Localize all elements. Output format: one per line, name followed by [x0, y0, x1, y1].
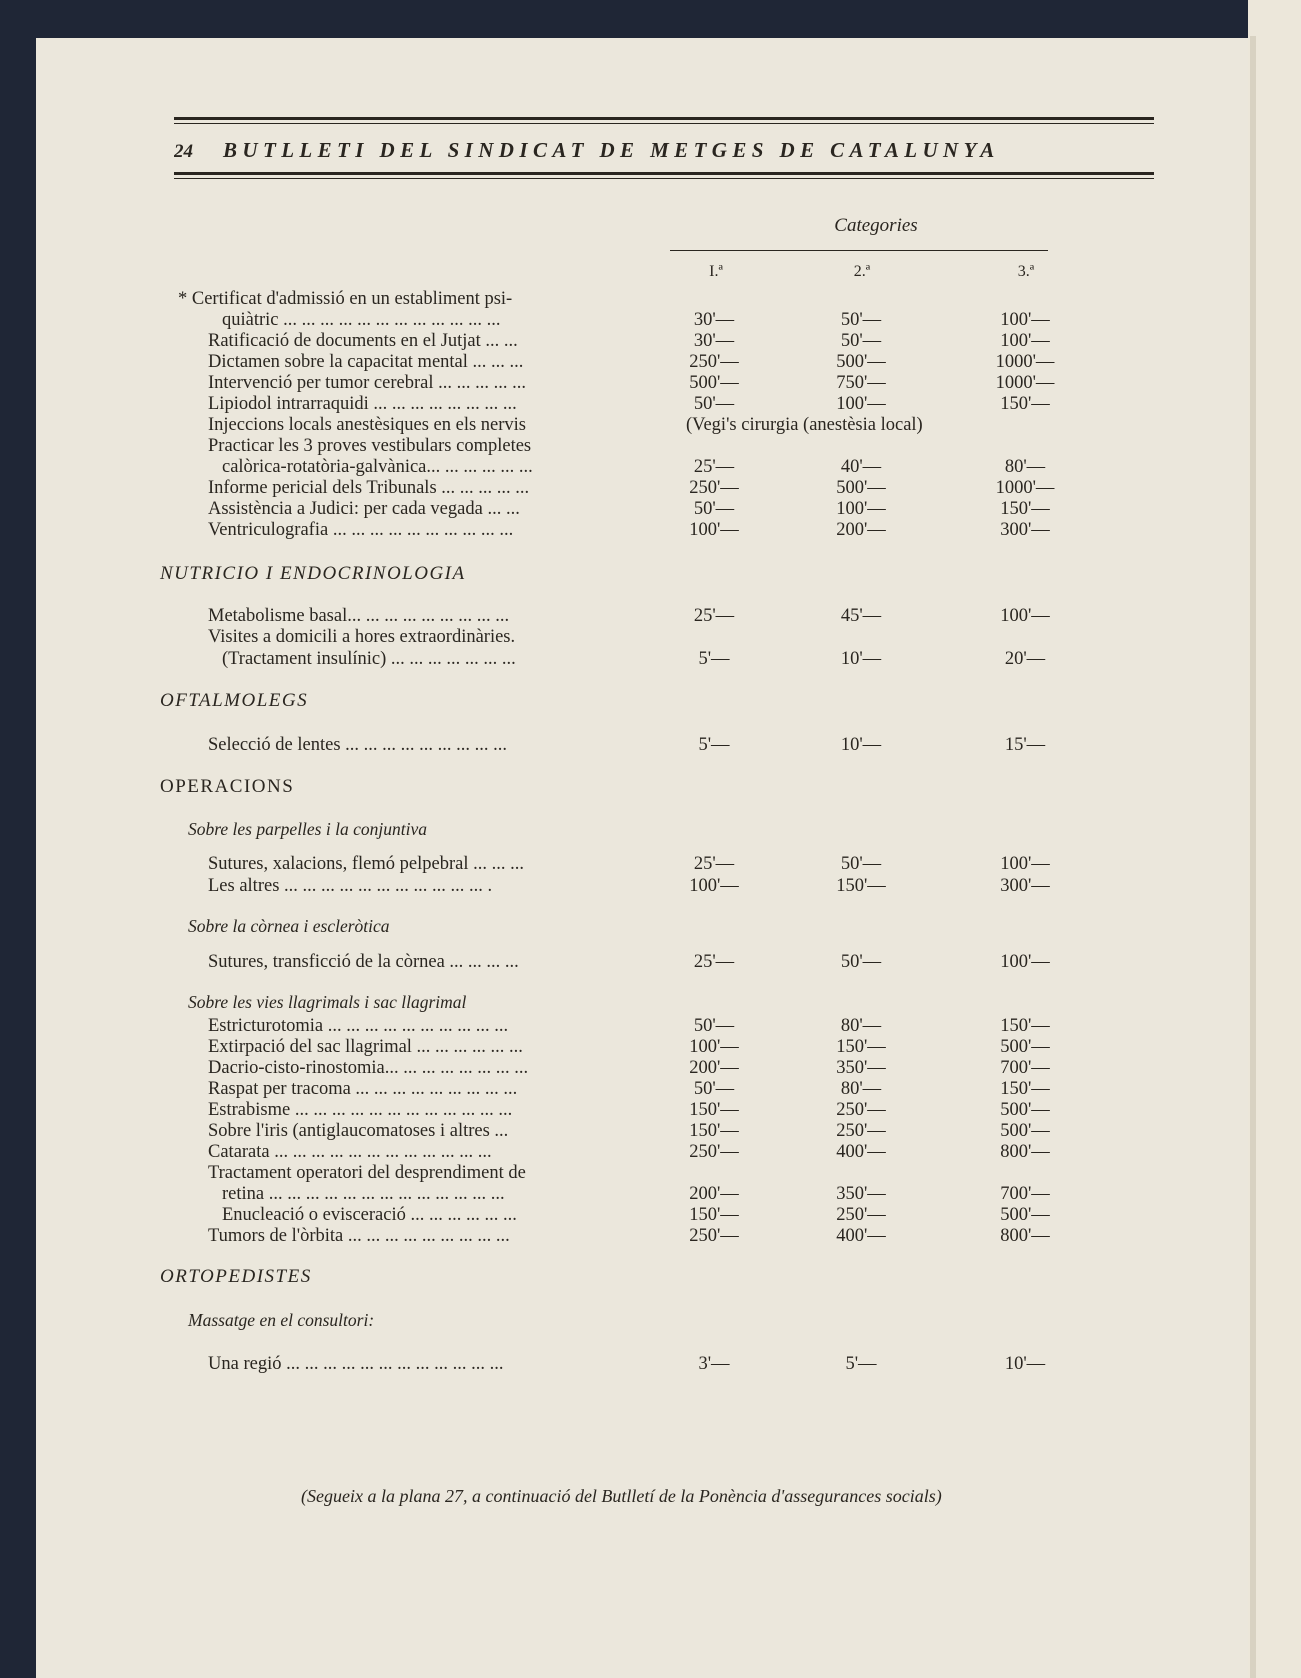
table-row: [208, 1057, 1108, 1079]
table-row: [208, 1036, 1108, 1058]
fee-category-1: 25'—: [693, 854, 735, 874]
table-row: [222, 1204, 1108, 1226]
fee-category-2: 500'—: [836, 352, 886, 372]
row-label: Tumors de l'òrbita ... ... ... ... ... ... ... ... ...: [208, 1226, 510, 1246]
table-row: [208, 393, 1108, 415]
row-label: Injeccions locals anestèsiques en els nervis: [208, 415, 526, 435]
fee-category-3: 300'—: [1000, 876, 1050, 896]
row-label: Lipiodol intrarraquidi ... ... ... ... ... ... ... ...: [208, 394, 517, 414]
row-label: Ratificació de documents en el Jutjat ... ...: [208, 331, 518, 351]
row-label: * Certificat d'admissió en un establiment psi-: [178, 289, 513, 309]
subsection-title: Sobre les parpelles i la conjuntiva: [188, 819, 427, 839]
row-label: Estricturotomia ... ... ... ... ... ... ... ... ... ...: [208, 1016, 509, 1036]
table-row: [208, 875, 1108, 897]
fee-category-1: 200'—: [689, 1058, 739, 1078]
fee-category-3: 100'—: [1000, 331, 1050, 351]
fee-category-2: 5'—: [845, 1354, 877, 1374]
scan-next-page-edge: [1250, 36, 1256, 1678]
fee-category-2: 50'—: [840, 952, 882, 972]
row-label: Ventriculografia ... ... ... ... ... ... ... ... ... ...: [208, 520, 514, 540]
table-row: [208, 951, 1108, 973]
fee-category-1: 100'—: [689, 876, 739, 896]
fee-category-3: 1000'—: [995, 373, 1055, 393]
header-rule-top: [174, 117, 1154, 120]
categories-rule: [670, 250, 1048, 251]
fee-category-1: 150'—: [689, 1121, 739, 1141]
fee-category-2: 150'—: [836, 876, 886, 896]
row-label: Assistència a Judici: per cada vegada ... ...: [208, 499, 520, 519]
table-row: [208, 498, 1108, 520]
fee-category-3: 500'—: [1000, 1205, 1050, 1225]
fee-category-3: 100'—: [1000, 310, 1050, 330]
row-label: Metabolisme basal... ... ... ... ... ... ... ... ...: [208, 606, 510, 626]
footer-note: (Segueix a la plana 27, a continuació del Butlletí de la Ponència d'assegurances socials): [301, 1486, 942, 1506]
fee-category-2: 400'—: [836, 1226, 886, 1246]
fee-category-1: 250'—: [689, 1226, 739, 1246]
fee-category-2: 250'—: [836, 1100, 886, 1120]
row-label: retina ... ... ... ... ... ... ... ... ... ... ... ... ...: [222, 1184, 505, 1204]
fee-category-2: 80'—: [840, 1016, 882, 1036]
table-row: [208, 626, 1108, 648]
fee-category-2: 250'—: [836, 1205, 886, 1225]
section-title-nutricio: NUTRICIO I ENDOCRINOLOGIA: [160, 563, 466, 584]
document-page: [36, 38, 1248, 1678]
row-label: Les altres ... ... ... ... ... ... ... ... ... ... ... .: [208, 876, 493, 896]
fee-category-1: 100'—: [689, 520, 739, 540]
fee-category-3: 500'—: [1000, 1121, 1050, 1141]
fee-category-3: 20'—: [1004, 649, 1046, 669]
header-rule-top-thin: [174, 123, 1154, 124]
row-label: Dacrio-cisto-rinostomia... ... ... ... ... ... ... ...: [208, 1058, 529, 1078]
table-row: [208, 351, 1108, 373]
fee-category-1: 5'—: [698, 649, 730, 669]
row-label: Practicar les 3 proves vestibulars completes: [208, 436, 532, 456]
fee-category-3: 150'—: [1000, 1016, 1050, 1036]
subsection-title: Massatge en el consultori:: [188, 1310, 375, 1330]
row-label: Sobre l'iris (antiglaucomatoses i altres ...: [208, 1121, 509, 1141]
row-label: calòrica-rotatòria-galvànica... ... ... ... ... ...: [222, 457, 533, 477]
fee-category-1: 50'—: [693, 1079, 735, 1099]
fee-category-2: 45'—: [840, 606, 882, 626]
fee-category-2: 10'—: [840, 735, 882, 755]
fee-category-3: 150'—: [1000, 1079, 1050, 1099]
table-row: [222, 1183, 1108, 1205]
row-label: Visites a domicili a hores extraordinàries.: [208, 627, 516, 647]
fee-category-2: 80'—: [840, 1079, 882, 1099]
table-row: [208, 734, 1108, 756]
section-title-operacions: OPERACIONS: [160, 776, 295, 797]
fee-category-1: 250'—: [689, 1142, 739, 1162]
categories-label: Categories: [834, 215, 918, 236]
fee-category-1: 250'—: [689, 352, 739, 372]
fee-category-2: 250'—: [836, 1121, 886, 1141]
header-rule-bottom: [174, 172, 1154, 175]
row-label: quiàtric ... ... ... ... ... ... ... ... ... ... ... ...: [222, 310, 501, 330]
page-number: 24: [174, 141, 193, 162]
running-header: [174, 138, 1160, 172]
fee-category-1: 25'—: [693, 457, 735, 477]
table-row: [208, 1015, 1108, 1037]
row-label: Sutures, transficció de la còrnea ... ... ... ...: [208, 952, 519, 972]
fee-category-1: 50'—: [693, 499, 735, 519]
fee-category-2: 50'—: [840, 854, 882, 874]
fee-category-1: 25'—: [693, 606, 735, 626]
table-row: [208, 435, 1108, 457]
fee-category-3: 700'—: [1000, 1184, 1050, 1204]
table-row: [208, 414, 1108, 436]
subsection-title: Sobre les vies llagrimals i sac llagrimal: [188, 992, 467, 1012]
row-label: Una regió ... ... ... ... ... ... ... ... ... ... ... ...: [208, 1354, 504, 1374]
table-row: [208, 372, 1108, 394]
fee-category-1: 25'—: [693, 952, 735, 972]
section-title-oftalmolegs: OFTALMOLEGS: [160, 690, 309, 711]
table-row: [208, 1078, 1108, 1100]
fee-category-3: 700'—: [1000, 1058, 1050, 1078]
row-label: Extirpació del sac llagrimal ... ... ... ... ... ...: [208, 1037, 523, 1057]
fee-category-3: 100'—: [1000, 606, 1050, 626]
row-label: Informe pericial dels Tribunals ... ... ... ... ...: [208, 478, 530, 498]
fee-category-3: 15'—: [1004, 735, 1046, 755]
fee-category-2: 400'—: [836, 1142, 886, 1162]
row-label: Estrabisme ... ... ... ... ... ... ... ... ... ... ... ...: [208, 1100, 513, 1120]
row-label: Sutures, xalacions, flemó pelpebral ... ... ...: [208, 854, 524, 874]
fee-category-3: 100'—: [1000, 854, 1050, 874]
fee-category-2: 100'—: [836, 394, 886, 414]
table-row: [208, 1120, 1108, 1142]
journal-title: BUTLLETI DEL SINDICAT DE METGES DE CATALUNYA: [223, 138, 1000, 162]
row-label: Catarata ... ... ... ... ... ... ... ... ... ... ... ...: [208, 1142, 492, 1162]
column-header-1: I.ª: [709, 263, 723, 280]
table-row: [222, 456, 1108, 478]
table-row: [178, 288, 1108, 310]
table-row: [208, 1353, 1108, 1375]
fee-category-2: 50'—: [840, 331, 882, 351]
fee-category-1: 200'—: [689, 1184, 739, 1204]
table-row: [208, 605, 1108, 627]
fee-category-3: 150'—: [1000, 499, 1050, 519]
header-rule-bottom-thin: [174, 178, 1154, 179]
row-label: Enucleació o evisceració ... ... ... ... ... ...: [222, 1205, 517, 1225]
fee-category-1: 30'—: [693, 310, 735, 330]
column-header-3: 3.ª: [1017, 263, 1035, 280]
table-row: [208, 1099, 1108, 1121]
fee-category-2: 100'—: [836, 499, 886, 519]
fee-category-3: 300'—: [1000, 520, 1050, 540]
table-row: [222, 309, 1108, 331]
fee-category-2: 150'—: [836, 1037, 886, 1057]
table-row: [208, 1141, 1108, 1163]
fee-category-3: 500'—: [1000, 1037, 1050, 1057]
fee-category-2: 50'—: [840, 310, 882, 330]
table-row: [208, 1162, 1108, 1184]
fee-category-1: 500'—: [689, 373, 739, 393]
fee-category-3: 500'—: [1000, 1100, 1050, 1120]
fee-category-2: 500'—: [836, 478, 886, 498]
fee-category-3: 150'—: [1000, 394, 1050, 414]
row-label: Tractament operatori del desprendiment de: [208, 1163, 526, 1183]
fee-category-3: 1000'—: [995, 478, 1055, 498]
fee-category-1: 150'—: [689, 1100, 739, 1120]
fee-category-1: 5'—: [698, 735, 730, 755]
table-row: [208, 519, 1108, 541]
subsection-title: Sobre la còrnea i escleròtica: [188, 916, 390, 936]
fee-category-1: 100'—: [689, 1037, 739, 1057]
fee-category-3: 800'—: [1000, 1226, 1050, 1246]
fee-category-3: 1000'—: [995, 352, 1055, 372]
fee-category-1: 30'—: [693, 331, 735, 351]
fee-category-1: 50'—: [693, 1016, 735, 1036]
table-row: [208, 1225, 1108, 1247]
row-label: (Tractament insulínic) ... ... ... ... ... ... ...: [222, 649, 516, 669]
fee-category-2: 40'—: [840, 457, 882, 477]
row-label: Dictamen sobre la capacitat mental ... ... ...: [208, 352, 524, 372]
fee-category-1: 3'—: [698, 1354, 730, 1374]
row-label: Raspat per tracoma ... ... ... ... ... ... ... ... ...: [208, 1079, 518, 1099]
fee-category-2: 350'—: [836, 1058, 886, 1078]
fee-category-1: 250'—: [689, 478, 739, 498]
fee-category-3: 100'—: [1000, 952, 1050, 972]
fee-category-2: 350'—: [836, 1184, 886, 1204]
row-label: Intervenció per tumor cerebral ... ... ... ... ...: [208, 373, 526, 393]
fee-category-2: 750'—: [836, 373, 886, 393]
fee-category-2: 10'—: [840, 649, 882, 669]
section-title-ortopedistes: ORTOPEDISTES: [160, 1266, 312, 1287]
fee-category-3: 80'—: [1004, 457, 1046, 477]
table-row: [208, 477, 1108, 499]
table-row: [208, 853, 1108, 875]
fee-category-3: 800'—: [1000, 1142, 1050, 1162]
table-row: [208, 330, 1108, 352]
fee-category-1: 150'—: [689, 1205, 739, 1225]
fee-category-1: 50'—: [693, 394, 735, 414]
row-note: (Vegi's cirurgia (anestèsia local): [686, 415, 923, 435]
fee-category-3: 10'—: [1004, 1354, 1046, 1374]
table-row: [222, 648, 1108, 670]
column-header-2: 2.ª: [853, 263, 871, 280]
fee-category-2: 200'—: [836, 520, 886, 540]
row-label: Selecció de lentes ... ... ... ... ... ... ... ... ...: [208, 735, 508, 755]
